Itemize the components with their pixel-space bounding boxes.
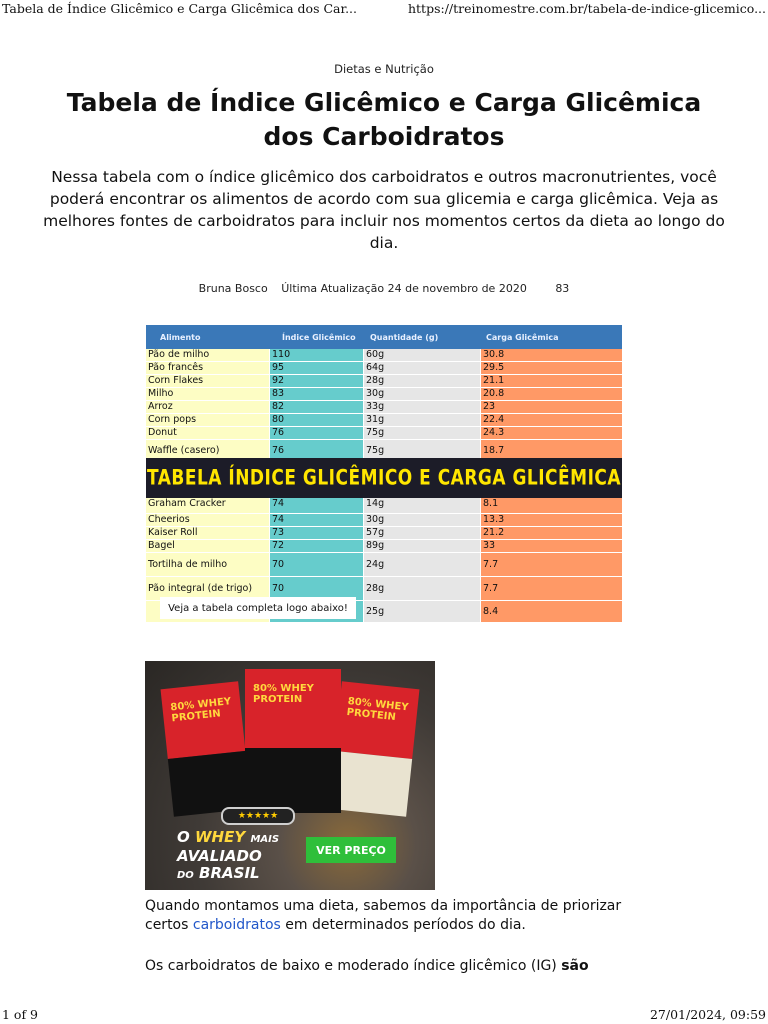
article-title: Tabela de Índice Glicêmico e Carga Glicêmica dos Carboidratos: [66, 88, 702, 151]
table-cell-load: 29.5: [481, 362, 622, 374]
table-cell-gi: 82: [270, 401, 363, 413]
product-bag-center: 80% WHEY PROTEIN: [245, 669, 341, 813]
table-cell-load: 21.2: [481, 527, 622, 539]
table-cell-load: 13.3: [481, 514, 622, 526]
table-row: [146, 427, 622, 440]
table-cell-food: Pão integral (de trigo): [146, 577, 269, 600]
table-cell-gi: 70: [270, 553, 363, 576]
table-cell-qty: 60g: [364, 349, 480, 361]
product-bag-right: 80% WHEY PROTEIN: [329, 681, 420, 816]
table-cell-food: Bagel: [146, 540, 269, 552]
table-cell-gi: 72: [270, 540, 363, 552]
table-cell-qty: 64g: [364, 362, 480, 374]
print-header: [0, 0, 768, 18]
author-link[interactable]: Bruna Bosco: [198, 282, 268, 295]
table-cell-qty: 25g: [364, 601, 480, 622]
table-cell-load: 20.8: [481, 388, 622, 400]
table-cell-qty: 14g: [364, 494, 480, 513]
header-food: Alimento: [160, 332, 201, 342]
table-cell-gi: 110: [270, 349, 363, 361]
table-cell-qty: 31g: [364, 414, 480, 426]
table-cell-qty: 30g: [364, 514, 480, 526]
print-footer: [0, 1006, 768, 1024]
rating-stars-icon: ★★★★★: [221, 807, 295, 825]
table-cell-load: 8.4: [481, 601, 622, 622]
table-cell-food: Waffle (casero): [146, 440, 269, 461]
ad-slogan: O WHEY MAIS AVALIADO DO BRASIL: [177, 828, 280, 882]
whey-protein-ad[interactable]: [145, 661, 435, 890]
table-cell-load: 24.3: [481, 427, 622, 439]
table-cell-gi: 83: [270, 388, 363, 400]
table-cell-qty: 89g: [364, 540, 480, 552]
table-cell-load: 7.7: [481, 553, 622, 576]
table-cell-food: Pão francês: [146, 362, 269, 374]
table-row: [146, 540, 622, 553]
table-row: [146, 527, 622, 540]
last-updated: Última Atualização 24 de novembro de 2020: [281, 282, 527, 295]
table-cell-load: 33: [481, 540, 622, 552]
table-cell-qty: 33g: [364, 401, 480, 413]
body-paragraph-1: Quando montamos uma dieta, sabemos da importância de priorizar certos carboidratos em determinados períodos do dia.: [145, 898, 622, 933]
table-cell-gi: 95: [270, 362, 363, 374]
table-cell-food: Graham Cracker: [146, 494, 269, 513]
table-cell-load: 21.1: [481, 375, 622, 387]
table-cell-load: 18.7: [481, 440, 622, 461]
table-cell-food: Tortilha de milho: [146, 553, 269, 576]
table-row: [146, 388, 622, 401]
table-cell-load: 23: [481, 401, 622, 413]
comment-count[interactable]: 83: [555, 282, 570, 295]
table-cell-gi: 76: [270, 440, 363, 461]
article-lead: Nessa tabela com o índice glicêmico dos carboidratos e outros macronutrientes, você poderá encontrar os alimentos de acordo com sua glicemia e carga glicêmica. Veja as melhores fontes de carboidratos para incluir nos momentos certos da dieta ao longo do dia.: [43, 168, 725, 252]
table-cell-load: 7.7: [481, 577, 622, 600]
table-row: [146, 375, 622, 388]
header-gi: Índice Glicêmico: [282, 332, 356, 342]
table-cell-qty: 30g: [364, 388, 480, 400]
header-load: Carga Glicêmica: [486, 332, 559, 342]
table-cell-food: Corn Flakes: [146, 375, 269, 387]
body-paragraph-2: Os carboidratos de baixo e moderado índice glicêmico (IG) são: [145, 958, 589, 974]
table-header: [146, 325, 622, 349]
print-page-url: https://treinomestre.com.br/tabela-de-indice-glicemico...: [407, 1, 766, 16]
table-caption: Veja a tabela completa logo abaixo!: [160, 597, 356, 619]
table-cell-load: 22.4: [481, 414, 622, 426]
table-row: [146, 401, 622, 414]
table-cell-gi: 80: [270, 414, 363, 426]
table-row: [146, 414, 622, 427]
table-row: [146, 514, 622, 527]
table-cell-gi: 74: [270, 514, 363, 526]
table-cell-food: Arroz: [146, 401, 269, 413]
table-cell-load: 8.1: [481, 494, 622, 513]
glycemic-table-image: [146, 325, 622, 623]
table-cell-food: Pão de milho: [146, 349, 269, 361]
byline: [0, 282, 768, 295]
category-link[interactable]: Dietas e Nutrição: [334, 62, 434, 76]
print-page-title: Tabela de Índice Glicêmico e Carga Glicêmica dos Car...: [2, 1, 358, 16]
table-cell-gi: 74: [270, 494, 363, 513]
ver-preco-button[interactable]: VER PREÇO: [306, 837, 396, 863]
table-cell-qty: 75g: [364, 440, 480, 461]
table-cell-food: Milho: [146, 388, 269, 400]
table-cell-qty: 28g: [364, 375, 480, 387]
table-cell-food: Corn pops: [146, 414, 269, 426]
table-row: [146, 349, 622, 362]
table-cell-gi: 70: [270, 577, 363, 600]
table-cell-gi: 76: [270, 427, 363, 439]
table-cell-food: Cheerios: [146, 514, 269, 526]
table-cell-gi: 73: [270, 527, 363, 539]
table-cell-qty: 57g: [364, 527, 480, 539]
table-cell-qty: 24g: [364, 553, 480, 576]
table-row: [146, 553, 622, 577]
table-cell-load: 30.8: [481, 349, 622, 361]
print-datetime: 27/01/2024, 09:59: [649, 1007, 766, 1022]
table-cell-food: Donut: [146, 427, 269, 439]
page-number: 1 of 9: [2, 1007, 39, 1022]
header-qty: Quantidade (g): [370, 332, 439, 342]
table-row: [146, 362, 622, 375]
table-cell-qty: 75g: [364, 427, 480, 439]
table-cell-qty: 28g: [364, 577, 480, 600]
table-cell-food: Kaiser Roll: [146, 527, 269, 539]
carboidratos-link[interactable]: carboidratos: [192, 917, 281, 933]
product-bag-left: 80% WHEY PROTEIN: [161, 681, 252, 816]
table-cell-gi: 92: [270, 375, 363, 387]
table-banner: TABELA ÍNDICE GLICÊMICO E CARGA GLICÊMICA: [146, 458, 622, 498]
